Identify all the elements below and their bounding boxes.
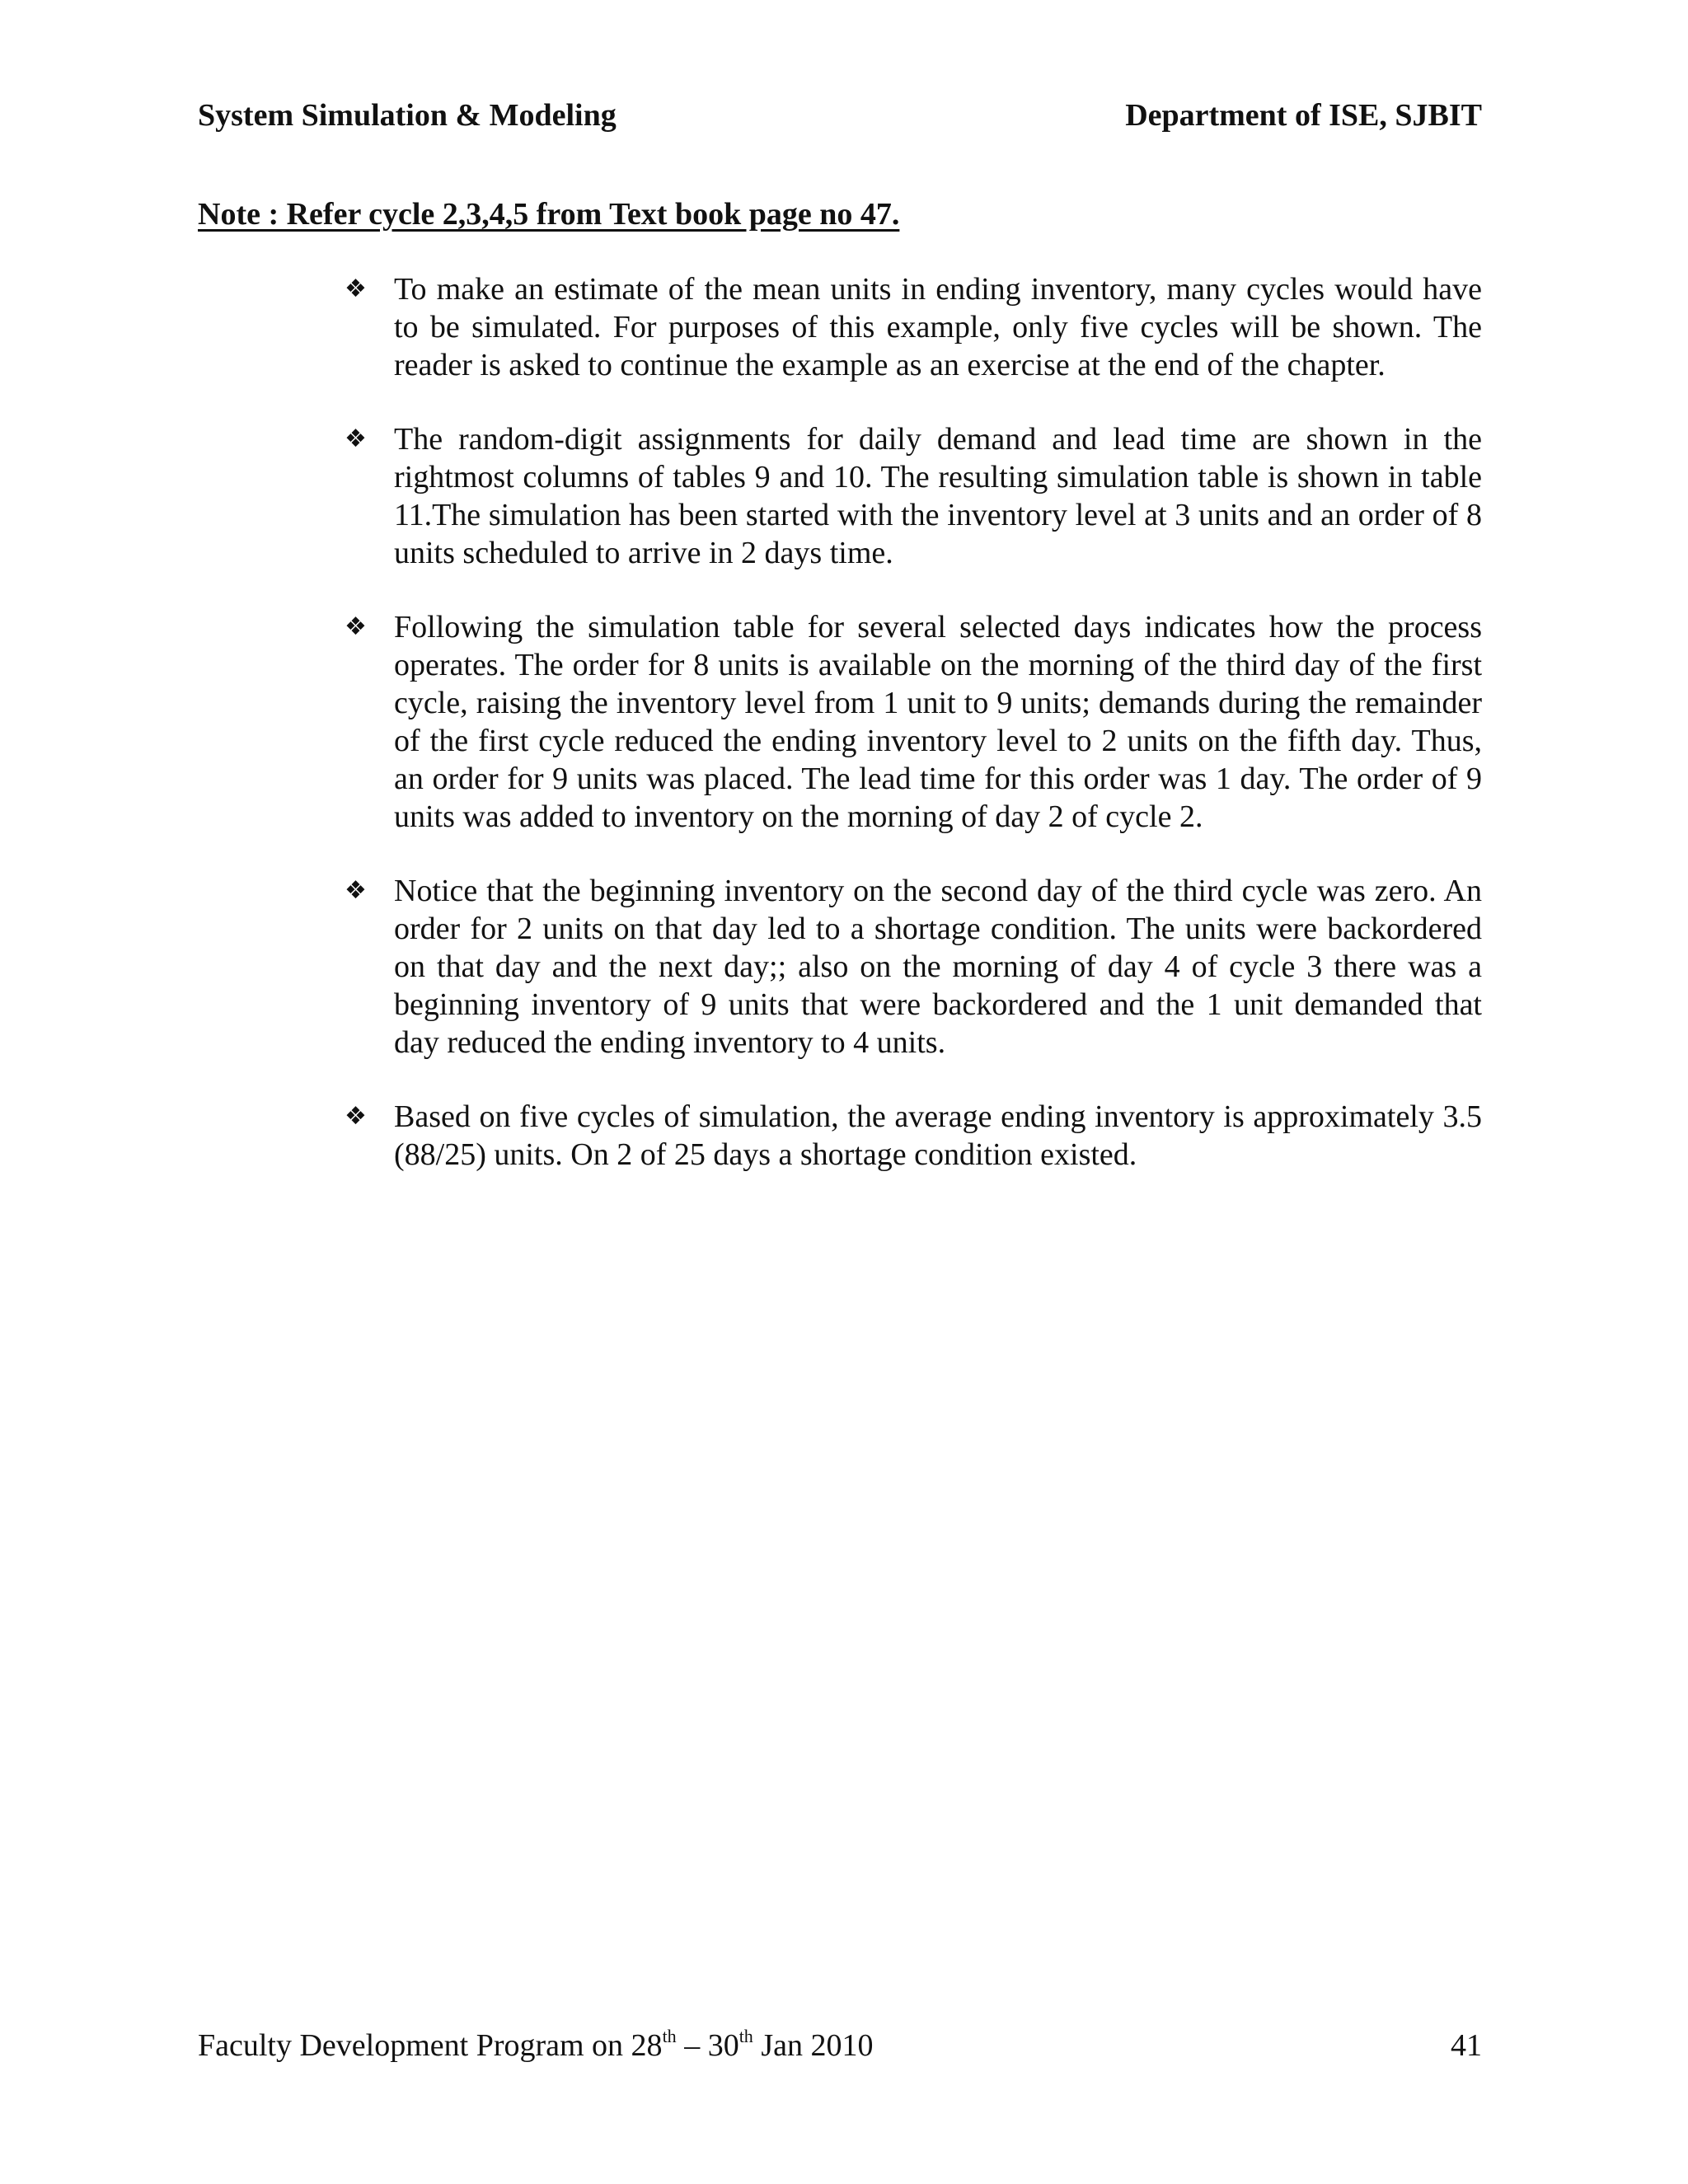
diamond-bullet-icon: ❖	[345, 1102, 367, 1131]
list-item	[345, 420, 1482, 572]
bullet-text: Notice that the beginning inventory on the second day of the third cycle was zero. An order for 2 units on that day led to a shortage condition. The units were backordered on that day and the next day;; also on the morning of day 4 of cycle 3 there was a beginning inventory of 9 units that were backordered and the 1 unit demanded that day reduced the ending inventory to 4 units.	[394, 874, 1482, 1060]
page-number: 41	[1451, 2028, 1482, 2063]
diamond-bullet-icon: ❖	[345, 876, 367, 905]
footer-suffix: Jan 2010	[753, 2028, 874, 2063]
bullet-list	[345, 270, 1482, 1210]
list-item	[345, 1098, 1482, 1174]
diamond-bullet-icon: ❖	[345, 274, 367, 303]
header-department: Department of ISE, SJBIT	[1125, 98, 1482, 133]
header-course-title: System Simulation & Modeling	[198, 98, 617, 133]
footer-sup-1: th	[662, 2026, 677, 2046]
page-header	[198, 97, 1482, 134]
bullet-text: Following the simulation table for several selected days indicates how the process operates. The order for 8 units is available on the morning of the third day of the first cycle, raising the inventory level from 1 unit to 9 units; demands during the remainder of the first cycle reduced the ending inventory level to 2 units on the fifth day. Thus, an order for 9 units was placed. The lead time for this order was 1 day. The order of 9 units was added to inventory on the morning of day 2 of cycle 2.	[394, 610, 1482, 834]
note-heading: Note : Refer cycle 2,3,4,5 from Text book page no 47.	[198, 197, 900, 232]
footer-mid: – 30	[676, 2028, 739, 2063]
list-item	[345, 872, 1482, 1062]
bullet-text: To make an estimate of the mean units in ending inventory, many cycles would have to be simulated. For purposes of this example, only five cycles will be shown. The reader is asked to continue the example as an exercise at the end of the chapter.	[394, 272, 1482, 382]
bullet-text: Based on five cycles of simulation, the average ending inventory is approximately 3.5 (88/25) units. On 2 of 25 days a shortage condition existed.	[394, 1099, 1482, 1172]
list-item	[345, 608, 1482, 836]
diamond-bullet-icon: ❖	[345, 424, 367, 453]
page-footer	[198, 2027, 1482, 2064]
footer-prefix: Faculty Development Program on 28	[198, 2028, 663, 2063]
diamond-bullet-icon: ❖	[345, 612, 367, 641]
list-item	[345, 270, 1482, 384]
footer-program	[198, 2027, 873, 2064]
footer-sup-2: th	[738, 2026, 753, 2046]
bullet-text: The random-digit assignments for daily demand and lead time are shown in the rightmost columns of tables 9 and 10. The resulting simulation table is shown in table 11.The simulation has been started with the inventory level at 3 units and an order of 8 units scheduled to arrive in 2 days time.	[394, 422, 1482, 570]
